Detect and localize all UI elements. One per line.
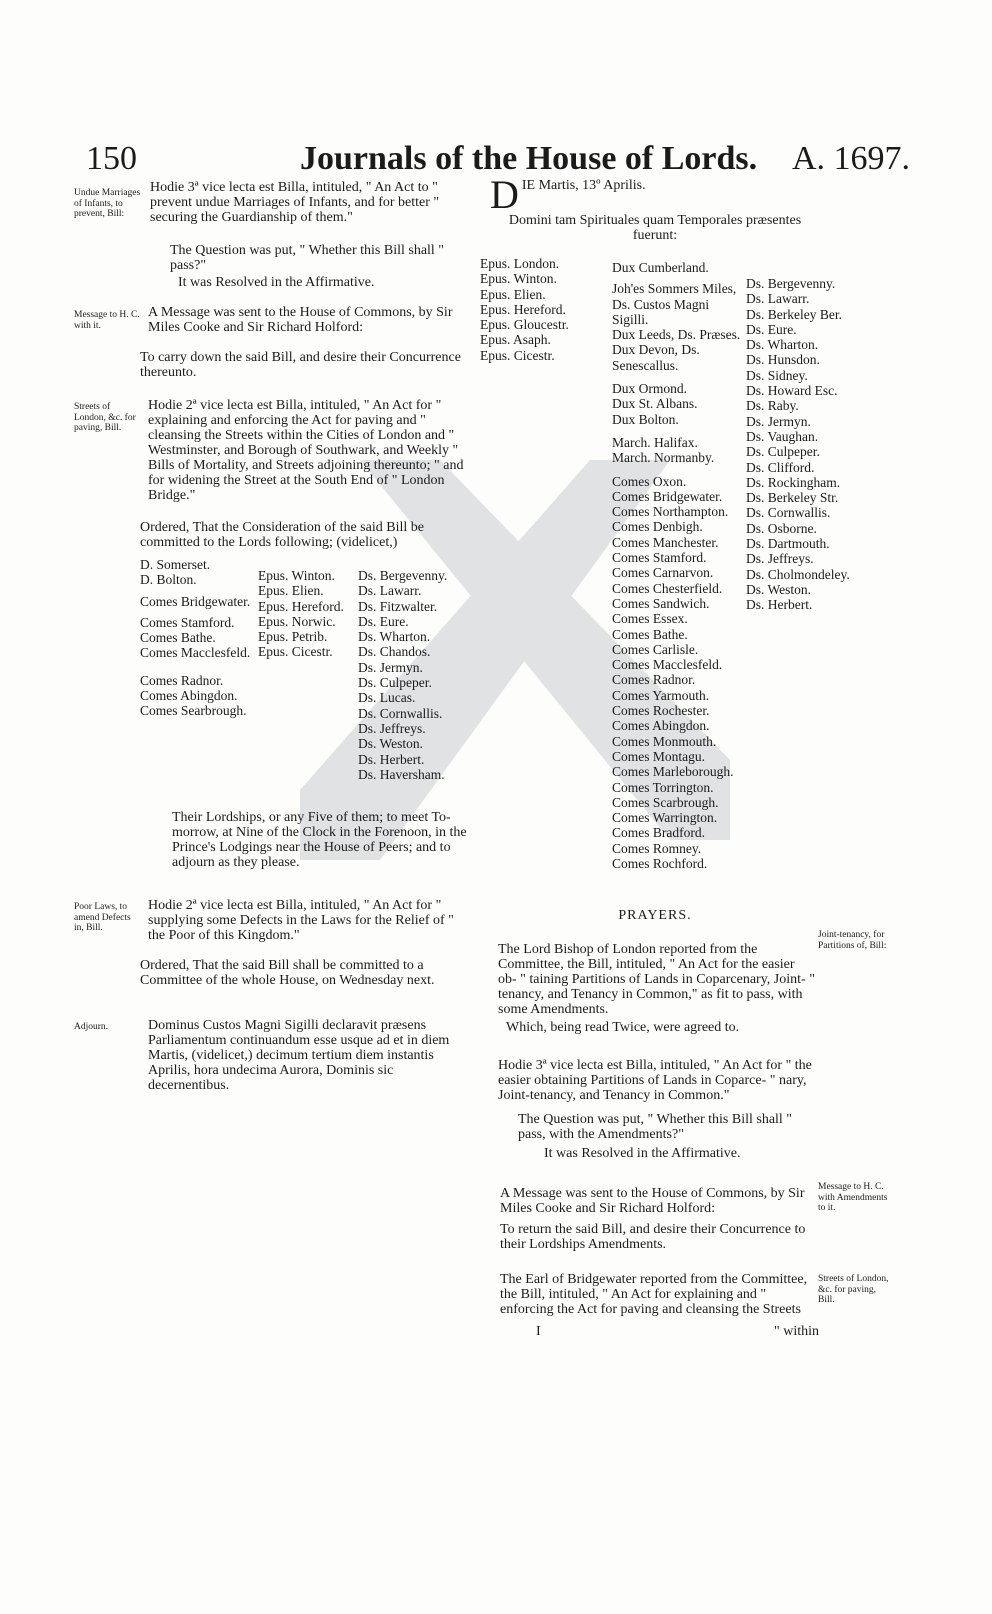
lord-name: Epus. Petrib. bbox=[258, 629, 328, 645]
lord-name: Comes Abingdon. bbox=[140, 688, 238, 704]
margin-note: Adjourn. bbox=[74, 1022, 109, 1032]
resolution: It was Resolved in the Affirmative. bbox=[544, 1146, 741, 1161]
session-date: D IE Martis, 13º Aprilis. bbox=[490, 172, 646, 217]
committee-column-1 bbox=[140, 557, 252, 719]
paragraph: The Earl of Bridgewater reported from the Committee, the Bill, intituled, " An Act for explaining and " enforcing the Act for paving and cleansing the Streets bbox=[500, 1272, 808, 1317]
lord-name: Ds. Berkeley Ber. bbox=[746, 306, 842, 322]
margin-note: Streets of London, &c. for paving, Bill. bbox=[74, 402, 136, 433]
lord-name: Ds. Cholmondeley. bbox=[746, 566, 850, 582]
lord-name: Dux Cumberland. bbox=[612, 260, 709, 275]
lord-name: Comes Torrington. bbox=[612, 779, 714, 795]
lord-name: Comes Bathe. bbox=[140, 630, 216, 646]
lord-name: Ds. Berkeley Str. bbox=[746, 490, 839, 506]
lord-name: Comes Scarbrough. bbox=[612, 794, 719, 810]
lord-name: Comes Northampton. bbox=[612, 504, 729, 520]
lord-name: Comes Searbrough. bbox=[140, 703, 247, 719]
paragraph: Hodie 3ª vice lecta est Billa, intituled, " An Act for " the easier obtaining Partitions of Lands in Coparce- " nary, Joint-tenancy, and Tenancy in Common." bbox=[498, 1058, 812, 1103]
lord-name: Comes Montagu. bbox=[612, 748, 705, 764]
committee-column-3 bbox=[358, 568, 470, 782]
paragraph: A Message was sent to the House of Commons, by Sir Miles Cooke and Sir Richard Holford: bbox=[148, 305, 453, 335]
lord-name: Ds. Culpeper. bbox=[358, 675, 432, 691]
lord-name: Comes Bridgewater. bbox=[140, 593, 251, 609]
prayers-heading: PRAYERS. bbox=[618, 908, 692, 923]
paragraph: Hodie 2ª vice lecta est Billa, intituled, " An Act for " explaining and enforcing the Act for paving and " cleansing the Streets within the Cities of London and " Westminster, and Borough of Southwark, and Weekly " Bills of Mortality, and Streets adjoining thereunto; " and for widening the Street at the South End of " London Bridge." bbox=[148, 398, 464, 503]
lord-name: Comes Monmouth. bbox=[612, 733, 717, 749]
lord-name: Comes Carnarvon. bbox=[612, 565, 714, 581]
lord-name: Ds. Wharton. bbox=[358, 629, 431, 645]
lord-name: Ds. Lucas. bbox=[358, 690, 416, 706]
paragraph: Which, being read Twice, were agreed to. bbox=[506, 1020, 740, 1035]
lord-name: Ds. Rockingham. bbox=[746, 474, 841, 490]
lord-name: Ds. Cornwallis. bbox=[358, 705, 443, 721]
lord-name: Ds. Clifford. bbox=[746, 459, 815, 475]
lord-name: Comes Carlisle. bbox=[612, 641, 699, 657]
lord-name: Comes Chesterfield. bbox=[612, 580, 723, 596]
paragraph: Hodie 3ª vice lecta est Billa, intituled, " An Act to " prevent undue Marriages of Infants, and for better " securing the Guardianship of them." bbox=[150, 180, 440, 225]
lord-name: Comes Marleborough. bbox=[612, 764, 734, 780]
lord-name: Epus. Elien. bbox=[258, 583, 324, 599]
order: Ordered, That the said Bill shall be committed to a Committee of the whole House, on Wednesday next. bbox=[140, 958, 435, 988]
lord-name: Ds. Sidney. bbox=[746, 367, 808, 383]
lord-name: Ds. Jermyn. bbox=[358, 659, 423, 675]
lord-name: Dux St. Albans. bbox=[612, 396, 698, 412]
lord-name: Ds. Cornwallis. bbox=[746, 505, 831, 521]
bishops-list bbox=[480, 256, 600, 363]
lord-name: Epus. Asaph. bbox=[480, 332, 551, 348]
lord-name: Ds. Haversham. bbox=[358, 766, 445, 782]
lord-name: Comes Warrington. bbox=[612, 810, 718, 826]
lord-name: Ds. Jermyn. bbox=[746, 413, 811, 429]
lord-name: Comes Stamford. bbox=[612, 550, 707, 566]
lord-name: Epus. Winton. bbox=[258, 568, 335, 583]
lord-name: Ds. Bergevenny. bbox=[358, 568, 448, 583]
lord-name: Comes Yarmouth. bbox=[612, 687, 710, 703]
lord-name: Comes Macclesfeld. bbox=[140, 645, 251, 661]
lord-name: Comes Radnor. bbox=[140, 672, 224, 688]
signature-mark: I bbox=[536, 1324, 541, 1339]
lord-name: Epus. London. bbox=[480, 256, 560, 271]
lord-name: Comes Stamford. bbox=[140, 614, 235, 630]
lord-name: Dux Ormond. bbox=[612, 381, 687, 397]
question: The Question was put, " Whether this Bill shall " pass?" bbox=[170, 243, 445, 273]
lord-name: Epus. Cicestr. bbox=[480, 347, 555, 363]
paragraph: The Lord Bishop of London reported from the Committee, the Bill, intituled, " An Act for the easier ob- " taining Partitions of Lands in Coparcenary, Joint- " tenancy, and Tenancy in Common," as fit to pass, with some Amendments. bbox=[498, 942, 815, 1017]
order: Ordered, That the Consideration of the said Bill be committed to the Lords following; (videlicet,) bbox=[140, 520, 424, 550]
lord-name: Ds. Eure. bbox=[746, 321, 797, 337]
lord-name: Ds. Jeffreys. bbox=[358, 720, 426, 736]
lord-name: D. Somerset. bbox=[140, 557, 211, 572]
margin-note: Poor Laws, to amend Defects in, Bill. bbox=[74, 902, 131, 933]
lord-name: Epus. Winton. bbox=[480, 271, 557, 287]
paragraph: A Message was sent to the House of Commons, by Sir Miles Cooke and Sir Richard Holford: bbox=[500, 1186, 805, 1216]
lord-name: Ds. Vaughan. bbox=[746, 428, 819, 444]
lord-name: Comes Oxon. bbox=[612, 473, 687, 489]
lord-name: Ds. Eure. bbox=[358, 613, 409, 629]
lord-name: March. Normanby. bbox=[612, 450, 715, 466]
paragraph: Dominus Custos Magni Sigilli declaravit præsens Parliamentum continuandum esse usque ad et in diem Martis, (videlicet,) decimum tertium diem instantis Aprilis, hora undecima Aurora, Dominis sic decernentibus. bbox=[148, 1018, 450, 1093]
lord-name: Comes Sandwich. bbox=[612, 595, 710, 611]
margin-note: Joint-tenancy, for Partitions of, Bill: bbox=[818, 930, 887, 951]
lord-name: Ds. Herbert. bbox=[358, 751, 425, 767]
lord-name: Ds. Weston. bbox=[746, 581, 812, 597]
page-title: Journals of the House of Lords. bbox=[300, 140, 758, 177]
lord-name: Comes Rochester. bbox=[612, 703, 710, 719]
drop-cap: D bbox=[490, 172, 519, 217]
resolution: It was Resolved in the Affirmative. bbox=[178, 275, 375, 290]
page-number: 150 bbox=[86, 140, 137, 177]
lord-name: March. Halifax. bbox=[612, 434, 698, 450]
lord-name: Comes Bridgewater. bbox=[612, 488, 723, 504]
lord-name: Joh'es Sommers Miles, Ds. Custos Magni Sigilli. bbox=[612, 281, 737, 327]
lord-name: Ds. Bergevenny. bbox=[746, 276, 836, 291]
lord-name: Ds. Osborne. bbox=[746, 520, 817, 536]
margin-note: Undue Marriages of Infants, to prevent, Bill: bbox=[74, 188, 141, 219]
lord-name: Epus. Gloucestr. bbox=[480, 317, 569, 333]
lord-name: Epus. Elien. bbox=[480, 286, 546, 302]
lord-name: Epus. Hereford. bbox=[480, 301, 566, 317]
lord-name: Ds. Jeffreys. bbox=[746, 551, 814, 567]
catchword: " within bbox=[774, 1324, 819, 1339]
present-heading: Domini tam Spirituales quam Temporales præsentes fuerunt: bbox=[508, 213, 802, 243]
paragraph: To return the said Bill, and desire their Concurrence to their Lordships Amendments. bbox=[500, 1222, 806, 1252]
paragraph: Hodie 2ª vice lecta est Billa, intituled, " An Act for " supplying some Defects in the Laws for the Relief of " the Poor of this Kingdom." bbox=[148, 898, 454, 943]
question: The Question was put, " Whether this Bill shall " pass, with the Amendments?" bbox=[518, 1112, 793, 1142]
lord-name: Epus. Norwic. bbox=[258, 613, 336, 629]
lord-name: Comes Essex. bbox=[612, 611, 688, 627]
lord-name: Ds. Herbert. bbox=[746, 597, 813, 613]
lord-name: Dux Bolton. bbox=[612, 411, 679, 427]
lord-name: Comes Bathe. bbox=[612, 626, 688, 642]
lord-name: Comes Bradford. bbox=[612, 825, 705, 841]
lord-name: Comes Romney. bbox=[612, 840, 702, 856]
lord-name: Ds. Wharton. bbox=[746, 337, 819, 353]
paragraph: Their Lordships, or any Five of them; to meet To-morrow, at Nine of the Clock in the Forenoon, in the Prince's Lodgings near the House of Peers; and to adjourn as they please. bbox=[172, 810, 467, 870]
temporal-lords-list bbox=[612, 260, 744, 871]
lord-name: Ds. Chandos. bbox=[358, 644, 431, 660]
margin-note: Message to H. C. with it. bbox=[74, 310, 140, 331]
lord-name: Ds. Hunsdon. bbox=[746, 352, 820, 368]
lord-name: Ds. Culpeper. bbox=[746, 444, 820, 460]
paragraph: To carry down the said Bill, and desire their Concurrence thereunto. bbox=[140, 350, 461, 380]
committee-column-2 bbox=[258, 568, 358, 660]
page-year: A. 1697. bbox=[792, 140, 911, 177]
lord-name: Ds. Weston. bbox=[358, 736, 424, 752]
margin-note: Streets of London, &c. for paving, Bill. bbox=[818, 1274, 889, 1305]
lord-name: Dux Leeds, Ds. Præses. bbox=[612, 327, 741, 343]
barons-list bbox=[746, 276, 886, 613]
lord-name: Ds. Howard Esc. bbox=[746, 383, 838, 399]
lord-name: Comes Radnor. bbox=[612, 672, 696, 688]
lord-name: Comes Denbigh. bbox=[612, 519, 703, 535]
lord-name: D. Bolton. bbox=[140, 572, 197, 588]
lord-name: Epus. Hereford. bbox=[258, 598, 344, 614]
lord-name: Comes Macclesfeld. bbox=[612, 657, 723, 673]
lord-name: Ds. Dartmouth. bbox=[746, 536, 830, 552]
lord-name: Epus. Cicestr. bbox=[258, 644, 333, 660]
lord-name: Ds. Lawarr. bbox=[746, 291, 810, 307]
margin-note: Message to H. C. with Amendments to it. bbox=[818, 1182, 888, 1213]
lord-name: Ds. Lawarr. bbox=[358, 583, 422, 599]
lord-name: Comes Rochford. bbox=[612, 855, 708, 871]
lord-name: Dux Devon, Ds. Senescallus. bbox=[612, 342, 700, 373]
lord-name: Ds. Fitzwalter. bbox=[358, 598, 438, 614]
lord-name: Ds. Raby. bbox=[746, 398, 799, 414]
lord-name: Comes Manchester. bbox=[612, 534, 719, 550]
lord-name: Comes Abingdon. bbox=[612, 718, 710, 734]
